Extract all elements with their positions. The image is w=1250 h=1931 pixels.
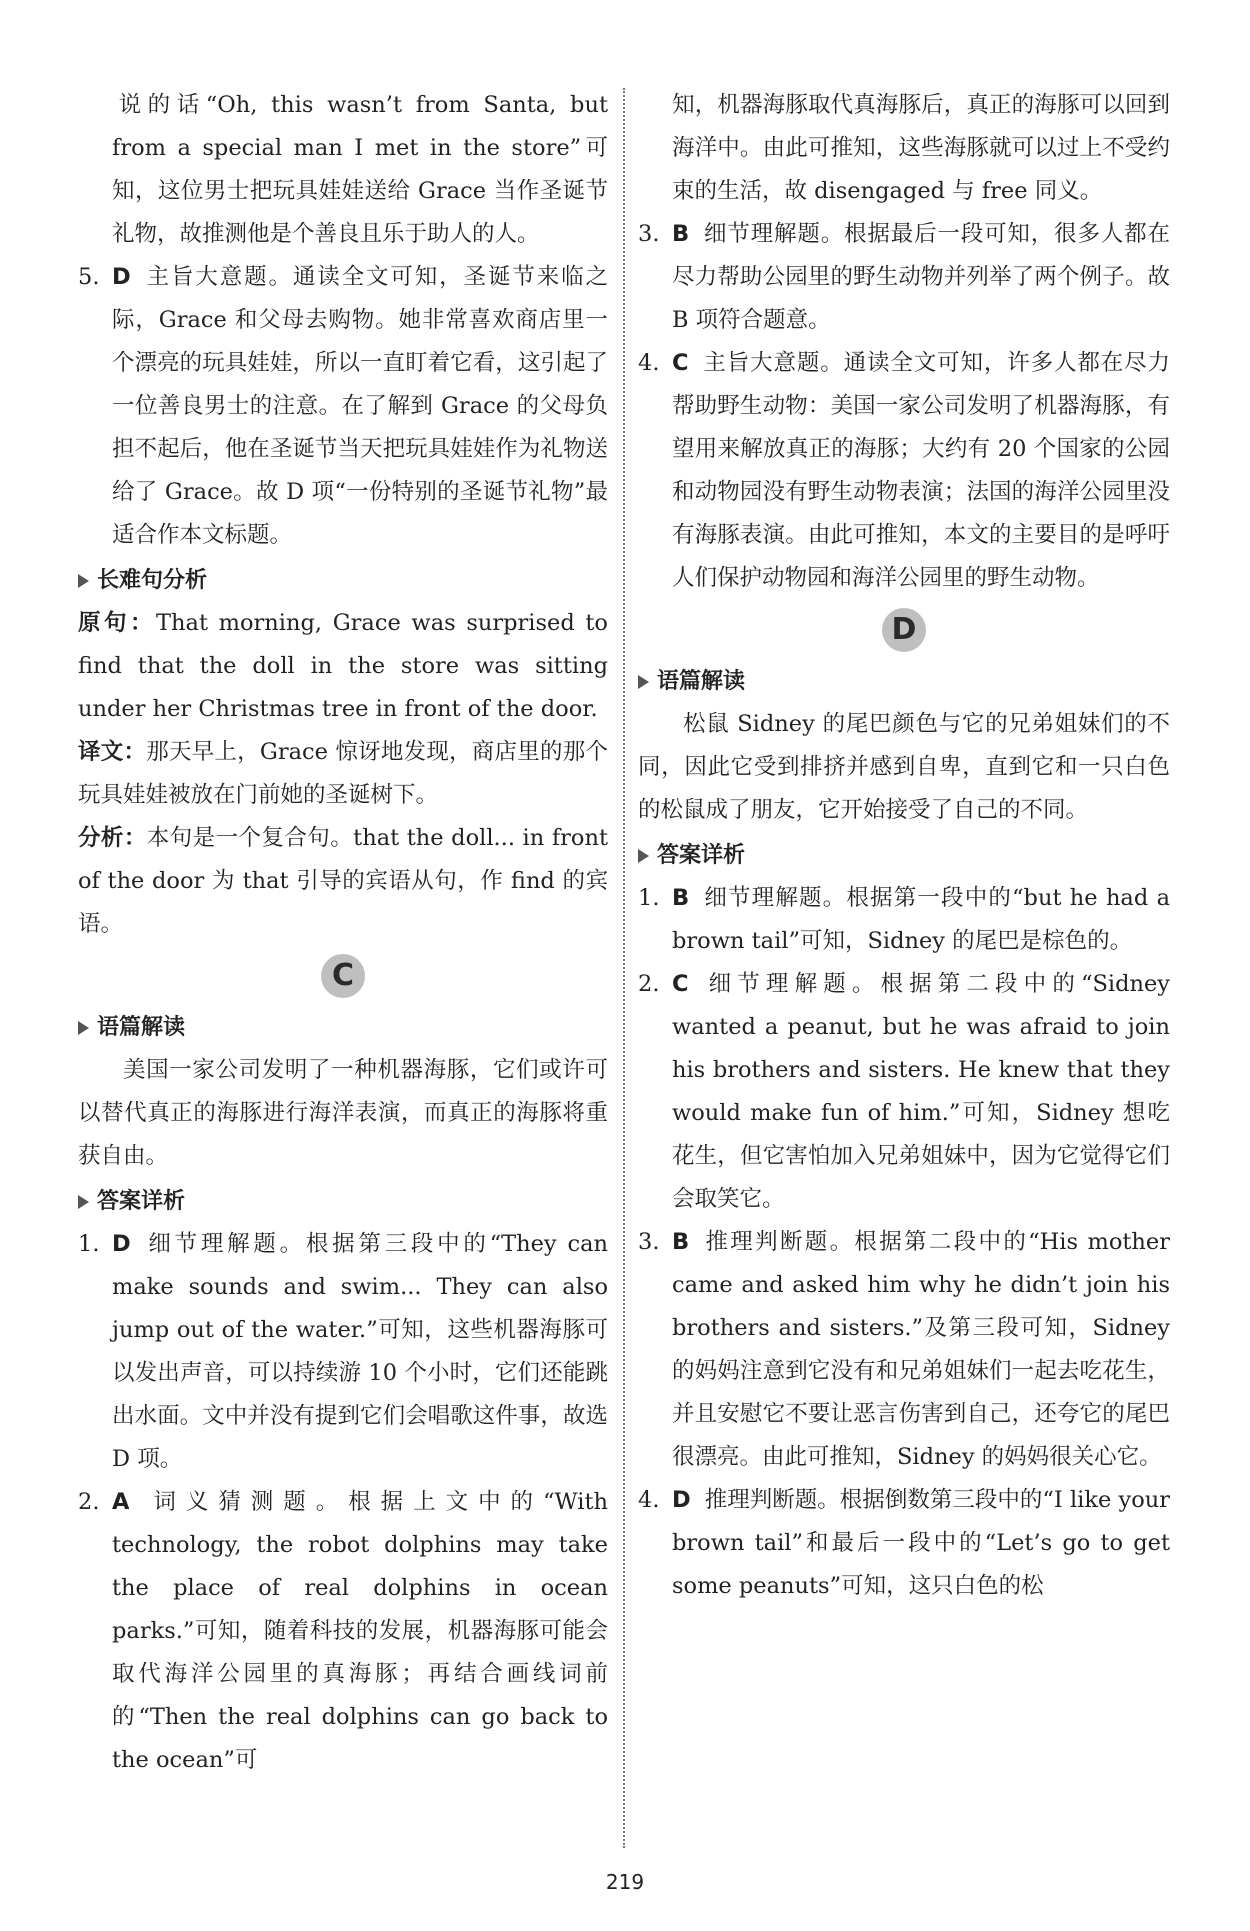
answer-key: D bbox=[112, 1231, 131, 1257]
passage-summary: 美国一家公司发明了一种机器海豚，它们或许可以替代真正的海豚进行海洋表演，而真正的海豚将重获自由。 bbox=[78, 1057, 608, 1169]
column-divider bbox=[623, 88, 625, 1848]
section-heading: 答案详析 bbox=[78, 1180, 608, 1223]
section-heading: 长难句分析 bbox=[78, 559, 608, 602]
answer-2-continuation: 知，机器海豚取代真海豚后，真正的海豚可以回到海洋中。由此可推知，这些海豚就可以过上不受约束的生活，故 disengaged 与 free 同义。 bbox=[672, 92, 1170, 204]
arrow-icon bbox=[78, 574, 89, 588]
left-column bbox=[78, 84, 608, 1782]
arrow-icon bbox=[78, 1021, 89, 1035]
analysis: 分析：本句是一个复合句。that the doll... in front of the door 为 that 引导的宾语从句，作 find 的宾语。 bbox=[78, 825, 608, 937]
answer-key: B bbox=[672, 885, 690, 911]
part-c-badge: C bbox=[321, 954, 365, 998]
answer-key: A bbox=[112, 1489, 130, 1515]
answer-key: B bbox=[672, 221, 690, 247]
answer-item: 4. C 主旨大意题。通读全文可知，许多人都在尽力帮助野生动物：美国一家公司发明了机器海豚，有望用来解放真正的海豚；大约有 20 个国家的公园和动物园没有野生动物表演；法国的海洋公园里没有海豚表演。由此可推知，本文的主要目的是呼吁人们保护动物园和海洋公园里的野生动物。 bbox=[638, 350, 1170, 591]
answer-item: 4. D 推理判断题。根据倒数第三段中的“I like your brown tail”和最后一段中的“Let’s go to get some peanuts”可知，这只白色的松 bbox=[638, 1487, 1170, 1599]
section-heading: 语篇解读 bbox=[78, 1006, 608, 1049]
passage-summary: 松鼠 Sidney 的尾巴颜色与它的兄弟姐妹们的不同，因此它受到排挤并感到自卑，直到它和一只白色的松鼠成了朋友，它开始接受了自己的不同。 bbox=[638, 711, 1170, 823]
answer-key: C bbox=[672, 971, 689, 997]
section-heading: 语篇解读 bbox=[638, 660, 1170, 703]
right-column bbox=[638, 84, 1170, 1608]
page-number: 219 bbox=[605, 1870, 645, 1894]
answer-item: 1. B 细节理解题。根据第一段中的“but he had a brown tail”可知，Sidney 的尾巴是棕色的。 bbox=[638, 885, 1170, 954]
answer-item: 3. B 推理判断题。根据第二段中的“His mother came and asked him why he didn’t join his brothers and sisters.”及第三段可知，Sidney 的妈妈注意到它没有和兄弟姐妹们一起去吃花生，并且安慰它不要让恶言伤害到自己，还夸它的尾巴很漂亮。由此可推知，Sidney 的妈妈很关心它。 bbox=[638, 1229, 1170, 1470]
answer-key: B bbox=[672, 1229, 690, 1255]
arrow-icon bbox=[638, 849, 649, 863]
original-sentence: 原句：That morning, Grace was surprised to find that the doll in the store was sitting under her Christmas tree in front of the door. bbox=[78, 610, 608, 722]
answer-4-continuation: 说的话“Oh, this wasn’t from Santa, but from a special man I met in the store”可知，这位男士把玩具娃娃送给 Grace 当作圣诞节礼物，故推测他是个善良且乐于助人的人。 bbox=[112, 92, 608, 247]
answer-key: D bbox=[672, 1487, 691, 1513]
part-d-badge: D bbox=[882, 608, 926, 652]
arrow-icon bbox=[78, 1195, 89, 1209]
answer-item: 2. A 词义猜测题。根据上文中的“With technology, the robot dolphins may take the place of real dolphins in ocean parks.”可知，随着科技的发展，机器海豚可能会取代海洋公园里的真海豚；再结合画线词前的“Then the real dolphins can go back to the ocean”可 bbox=[78, 1489, 608, 1773]
translation: 译文：那天早上，Grace 惊讶地发现，商店里的那个玩具娃娃被放在门前她的圣诞树下。 bbox=[78, 739, 608, 808]
answer-item: 1. D 细节理解题。根据第三段中的“They can make sounds and swim... They can also jump out of the water.”可知，这些机器海豚可以发出声音，可以持续游 10 个小时，它们还能跳出水面。文中并没有提到它们会唱歌这件事，故选 D 项。 bbox=[78, 1231, 608, 1472]
answer-key: C bbox=[672, 350, 689, 376]
answer-item: 5. D 主旨大意题。通读全文可知，圣诞节来临之际，Grace 和父母去购物。她非常喜欢商店里一个漂亮的玩具娃娃，所以一直盯着它看，这引起了一位善良男士的注意。在了解到 Grace 的父母负担不起后，他在圣诞节当天把玩具娃娃作为礼物送给了 Grace。故 D 项“一份特别的圣诞节礼物”最适合作本文标题。 bbox=[78, 264, 608, 548]
answer-item: 2. C 细节理解题。根据第二段中的“Sidney wanted a peanut, but he was afraid to join his brothers and sisters. He knew that they would make fun of him.”可知，Sidney 想吃花生，但它害怕加入兄弟姐妹中，因为它觉得它们会取笑它。 bbox=[638, 971, 1170, 1212]
answer-item: 3. B 细节理解题。根据最后一段可知，很多人都在尽力帮助公园里的野生动物并列举了两个例子。故 B 项符合题意。 bbox=[638, 221, 1170, 333]
answer-key: D bbox=[112, 264, 131, 290]
arrow-icon bbox=[638, 675, 649, 689]
section-heading: 答案详析 bbox=[638, 834, 1170, 877]
